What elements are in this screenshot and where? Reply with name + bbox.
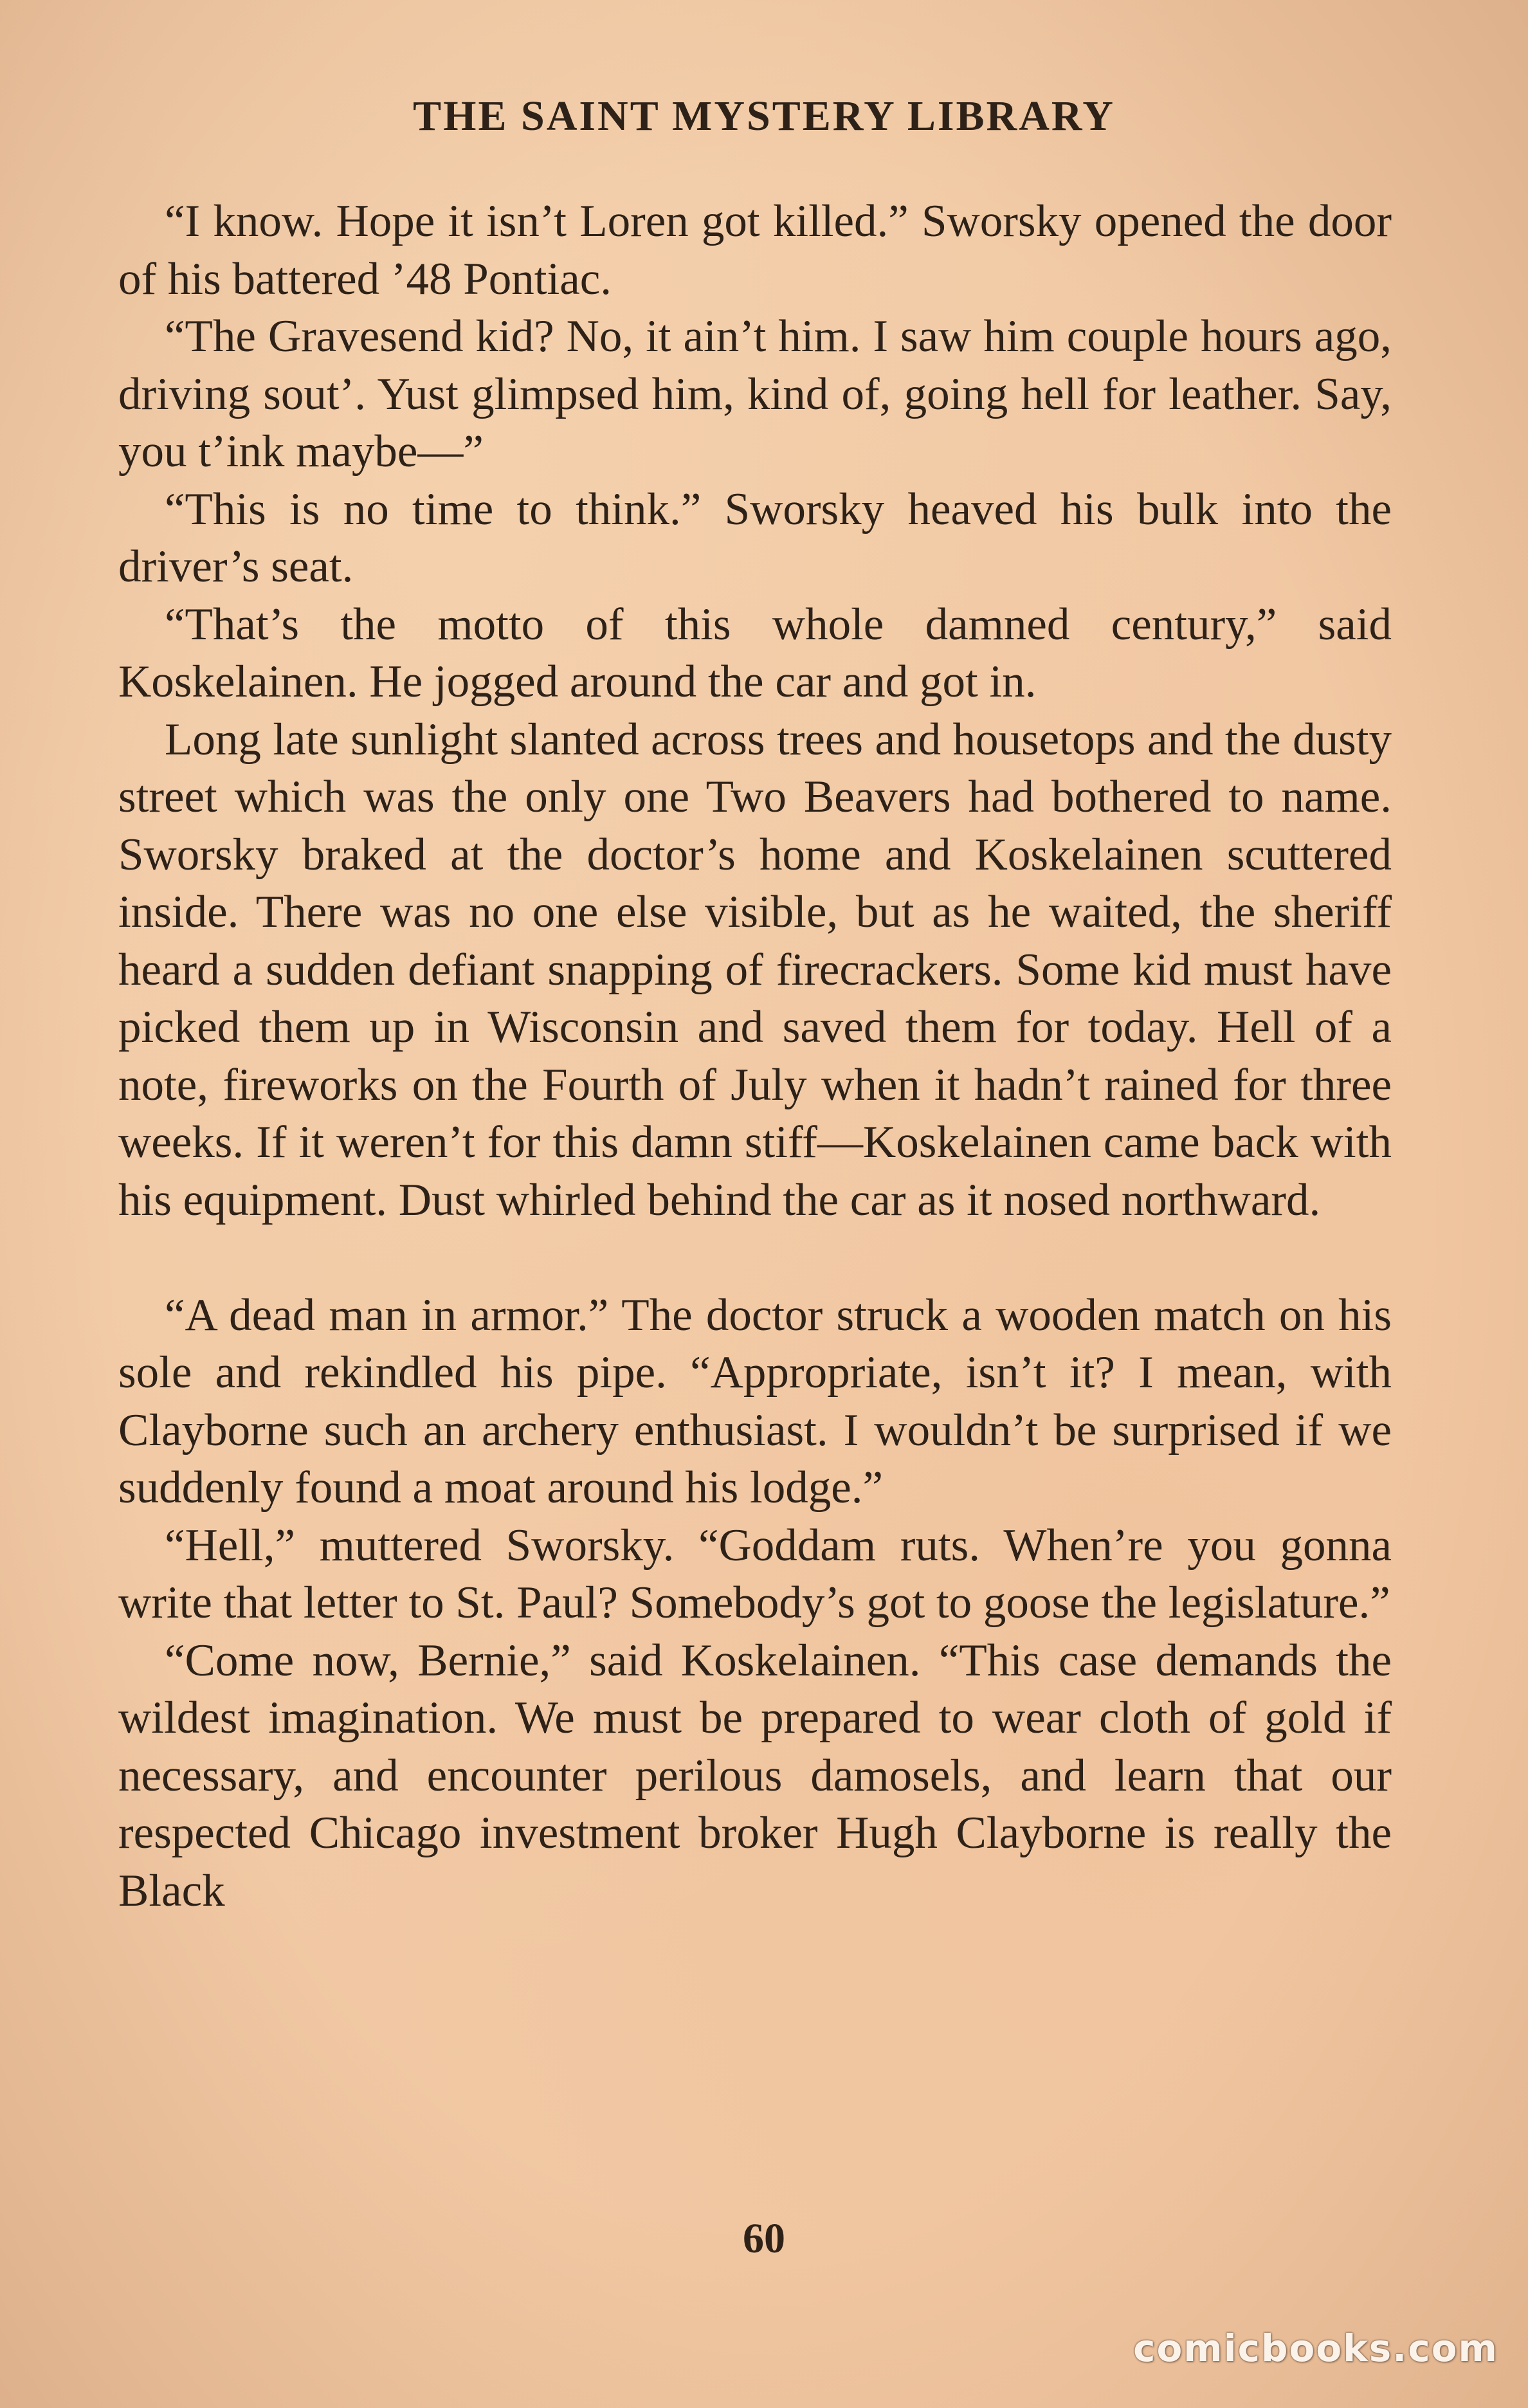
paragraph: “The Gravesend kid? No, it ain’t him. I saw him couple hours ago, driving sout’. Yust glimpsed him, kind of, going hell for leather. Say, you t’ink maybe—” xyxy=(118,311,1392,477)
running-title: THE SAINT MYSTERY LIBRARY xyxy=(413,93,1115,140)
paragraph: “Come now, Bernie,” said Koskelainen. “This case demands the wildest imagination. We must be prepared to wear cloth of gold if necessary, and encounter perilous damosels, and learn that our respected Chicago investment broker Hugh Clayborne is really the Black xyxy=(118,1635,1392,1916)
watermark: comicbooks.com xyxy=(1133,2326,1498,2370)
paragraph: Long late sunlight slanted across trees and housetops and the dusty street which was the only one Two Beavers had bothered to name. Sworsky braked at the doctor’s home and Koskelainen scuttered inside. There was no one else visible, but as he waited, the sheriff heard a sudden defiant snapping of firecrackers. Some kid must have picked them up in Wisconsin and saved them for today. Hell of a note, fireworks on the Fourth of July when it hadn’t rained for three weeks. If it weren’t for this damn stiff—Koskelainen came back with his equipment. Dust whirled behind the car as it nosed northward. xyxy=(118,714,1392,1225)
section-break xyxy=(118,1229,1392,1287)
body-text xyxy=(118,193,1392,1920)
paragraph: “Hell,” muttered Sworsky. “Goddam ruts. When’re you gonna write that letter to St. Paul? Somebody’s got to goose the legislature.” xyxy=(118,1520,1392,1628)
paragraph: “This is no time to think.” Sworsky heaved his bulk into the driver’s seat. xyxy=(118,484,1392,592)
paragraph: “A dead man in armor.” The doctor struck a wooden match on his sole and rekindled his pipe. “Appropriate, isn’t it? I mean, with Clayborne such an archery enthusiast. I wouldn’t be surprised if we suddenly found a moat around his lodge.” xyxy=(118,1290,1392,1513)
paragraph: “I know. Hope it isn’t Loren got killed.” Sworsky opened the door of his battered ’48 Pontiac. xyxy=(118,196,1392,304)
paragraph: “That’s the motto of this whole damned century,” said Koskelainen. He jogged around the car and got in. xyxy=(118,599,1392,707)
page-number: 60 xyxy=(743,2215,785,2262)
